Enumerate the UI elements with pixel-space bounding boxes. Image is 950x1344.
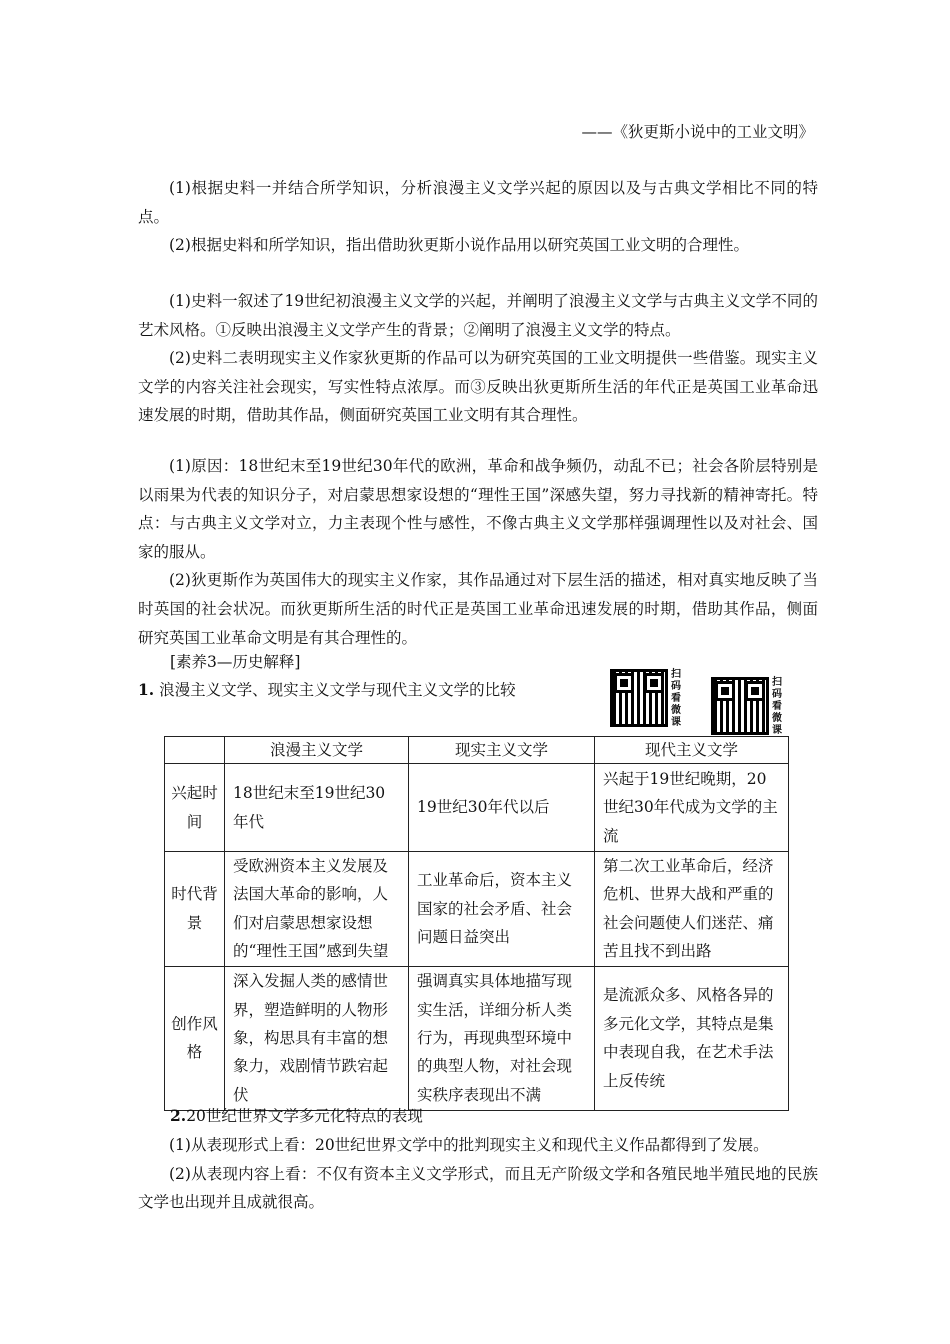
table-cell: 深入发掘人类的感情世界，塑造鲜明的人物形象，构思具有丰富的想象力，戏剧情节跌宕起伏 <box>225 966 409 1110</box>
question-1: (1)根据史料一并结合所学知识，分析浪漫主义文学兴起的原因以及与古典文学相比不同的特点。 <box>138 179 818 226</box>
table-cell: 强调真实具体地描写现实生活，详细分析人类行为，再现典型环境中的典型人物，对社会现实秩序表现出不满 <box>409 966 595 1110</box>
row-header-cell: 创作风格 <box>165 966 225 1110</box>
section-1-title: 浪漫主义文学、现实主义文学与现代主义文学的比较 <box>159 681 516 699</box>
analysis-block <box>138 287 818 430</box>
section-1-number: 1. <box>138 680 155 699</box>
question-2: (2)根据史料和所学知识，指出借助狄更斯小说作品用以研究英国工业文明的合理性。 <box>169 236 749 255</box>
table-row <box>165 852 789 967</box>
section-1-heading <box>138 677 516 703</box>
answers-block <box>138 452 818 652</box>
table-cell: 工业革命后，资本主义国家的社会矛盾、社会问题日益突出 <box>409 852 595 967</box>
section-2-point-2: (2)从表现内容上看：不仅有资本主义文学形式，而且无产阶级文学和各殖民地半殖民地的民族文学也出现并且成就很高。 <box>138 1164 818 1212</box>
table-row <box>165 966 789 1110</box>
analysis-1: (1)史料一叙述了19世纪初浪漫主义文学的兴起，并阐明了浪漫主义文学与古典主义文学不同的艺术风格。①反映出浪漫主义文学产生的背景；②阐明了浪漫主义文学的特点。 <box>138 292 818 339</box>
qr-label-1: 扫码看微课 <box>671 669 681 728</box>
source-citation: ——《狄更斯小说中的工业文明》 <box>581 123 814 141</box>
analysis-2: (2)史料二表明现实主义作家狄更斯的作品可以为研究英国的工业文明提供一些借鉴。现实主义文学的内容关注社会现实，写实性特点浓厚。而③反映出狄更斯所生活的年代正是英国工业革命迅速发展的时期，借助其作品，侧面研究英国工业文明有其合理性。 <box>138 349 818 425</box>
table-cell: 兴起于19世纪晚期，20世纪30年代成为文学的主流 <box>595 764 789 852</box>
literacy-tag: [素养3—历史解释] <box>170 653 301 671</box>
qr-code-icon <box>711 677 769 735</box>
table-header-cell: 现实主义文学 <box>409 737 595 764</box>
table-cell: 是流派众多、风格各异的多元化文学，其特点是集中表现自我，在艺术手法上反传统 <box>595 966 789 1110</box>
row-header-cell: 时代背景 <box>165 852 225 967</box>
section-2-point-1: (1)从表现形式上看：20世纪世界文学中的批判现实主义和现代主义作品都得到了发展。 <box>169 1136 769 1154</box>
section-2-title: 20世纪世界文学多元化特点的表现 <box>186 1107 423 1125</box>
answer-2: (2)狄更斯作为英国伟大的现实主义作家，其作品通过对下层生活的描述，相对真实地反映了当时英国的社会状况。而狄更斯所生活的时代正是英国工业革命迅速发展的时期，借助其作品，侧面研究英国工业革命文明是有其合理性的。 <box>138 571 818 647</box>
literature-comparison-table <box>164 736 789 1111</box>
qr-code-icon <box>610 669 668 727</box>
answer-1: (1)原因：18世纪末至19世纪30年代的欧洲，革命和战争频仍，动乱不已；社会各阶层特别是以雨果为代表的知识分子，对启蒙思想家设想的“理性王国”深感失望，努力寻找新的精神寄托。特点：与古典主义文学对立，力主表现个性与感性，不像古典主义文学那样强调理性以及对社会、国家的服从。 <box>138 457 818 561</box>
qr-label-2: 扫码看微课 <box>772 677 782 736</box>
table-header-row <box>165 737 789 764</box>
table-cell: 18世纪末至19世纪30年代 <box>225 764 409 852</box>
section-2-number: 2. <box>170 1106 187 1125</box>
table-cell: 受欧洲资本主义发展及法国大革命的影响，人们对启蒙思想家设想的“理性王国”感到失望 <box>225 852 409 967</box>
section-2-heading <box>170 1103 423 1129</box>
table-row <box>165 764 789 852</box>
table-cell: 第二次工业革命后，经济危机、世界大战和严重的社会问题使人们迷茫、痛苦且找不到出路 <box>595 852 789 967</box>
questions-block <box>138 174 818 260</box>
table-header-cell <box>165 737 225 764</box>
table-cell: 19世纪30年代以后 <box>409 764 595 852</box>
section-2-points <box>138 1131 818 1217</box>
table-header-cell: 现代主义文学 <box>595 737 789 764</box>
table-header-cell: 浪漫主义文学 <box>225 737 409 764</box>
row-header-cell: 兴起时间 <box>165 764 225 852</box>
